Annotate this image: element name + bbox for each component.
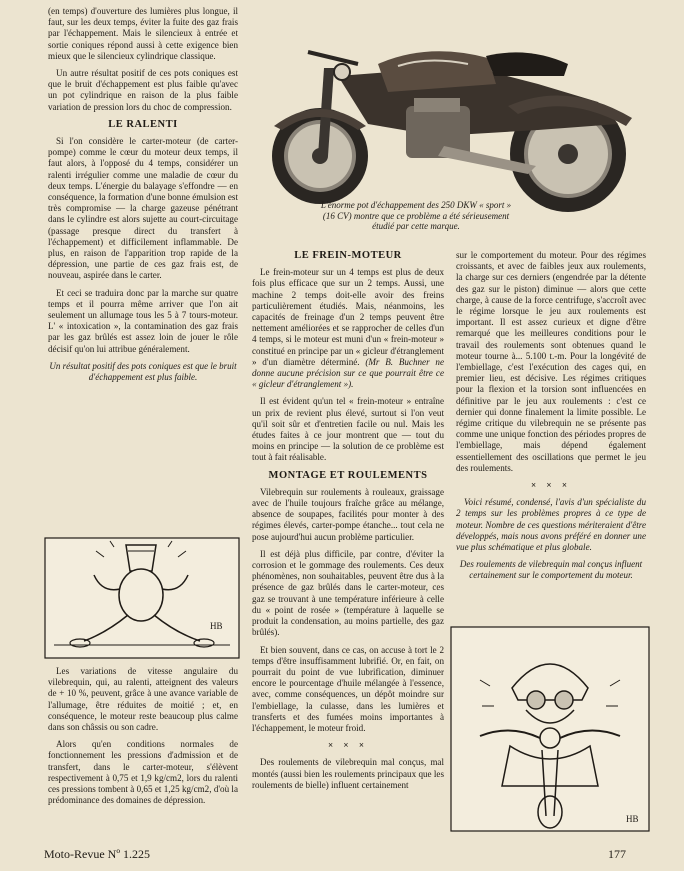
cartoon1-caption: Un résultat positif des pots coniques est que le bruit d'échappement est plus faible. — [49, 360, 237, 382]
motorcycle-photo — [238, 6, 666, 218]
heading-frein-moteur: LE FREIN-MOTEUR — [294, 250, 402, 261]
mid-paragraph-1-italic: (Mr B. Buchner ne donne aucune précision sur ce que pourrait être ce « gicleur d'étranglement »). — [252, 356, 444, 390]
right-separator: × × × — [530, 480, 572, 491]
mid-separator: × × × — [327, 740, 369, 751]
cartoon-illustration-1 — [44, 537, 240, 659]
cartoon-rider — [450, 626, 650, 832]
left-paragraph-4: Et ceci se traduira donc par la marche sur quatre temps et il pourra même arriver que l'on ait seulement un allumage tous les 5 à 7 tours-moteur. L' « intoxication », la contamination des gaz frais par les gaz brûlés est assez loin de jouer le rôle décisif qu'on lui attribue généralement. — [48, 287, 238, 354]
cartoon2-signature: HB — [626, 814, 639, 824]
footer-page-number: 177 — [608, 847, 626, 861]
mid-paragraph-6: Des roulements de vilebrequin mal conçus, mal montés (aussi bien les roulements principaux que les roulements de bielle) influent certainement — [252, 757, 444, 790]
mid-paragraph-4: Il est déjà plus difficile, par contre, d'éviter la corrosion et le gommage des roulements. Ces deux phénomènes, non souhaitables, peuvent être dus à la présence de gaz brûlés dans le carter-moteur, ces gaz se trouvant à une température inférieure à celle du « point de rosée » (température à laquelle se produit la condensation, au moins partielle, des gaz brûlés). — [252, 548, 444, 638]
column-left — [48, 6, 238, 389]
column-right — [456, 250, 646, 587]
left-paragraph-1: (en temps) d'ouverture des lumières plus longue, il faut, sur les deux temps, éviter la fuite des gaz frais par l'échappement. Mais le silencieux à entrée et sortie coniques répond aussi à cette exigence bien mieux que le silencieux cylindrique classique. — [48, 6, 238, 61]
cartoon-illustration-2 — [450, 626, 650, 832]
mid-paragraph-3: Vilebrequin sur roulements à rouleaux, graissage avec de l'huile toujours fraîche grâce au mélange, absence de soupapes, facilités pour monter à des régimes élevés, carter-pompe étanche... tout cela ne pose aujourd'hui aucun problème particulier. — [252, 486, 444, 542]
photo-caption-text: L'énorme pot d'échappement des 250 DKW « sport » (16 CV) montre que ce problème a été sérieusement étudié par cette marque. — [320, 200, 512, 231]
heading-ralenti: LE RALENTI — [108, 118, 178, 130]
left-paragraph-5: Les variations de vitesse angulaire du vilebrequin, qui, au ralenti, atteignent des valeurs de + 10 %, peuvent, grâce à une avance variable de l'allumage, être réduites de moitié ; et, en conséquence, le moteur reste beaucoup plus calme dans son châssis ou son cadre. — [48, 666, 238, 733]
footer-magazine: Moto-Revue Nº 1.225 — [44, 847, 151, 861]
photo-caption — [318, 200, 514, 232]
column-left-lower — [48, 666, 238, 812]
mid-paragraph-1-text: Le frein-moteur sur un 4 temps est plus de deux fois plus efficace que sur un 2 temps. Aussi, une machine 2 temps doit-elle avoir des freins particulièrement étudiés. Mais, néanmoins, les capacités de freinage d'un 2 temps peuvent être nettement améliorées et se rapprocher de celles d'un 4 temps, si le moteur est muni d'un « frein-moteur » constitué en principe par un « gicleur d'étranglement » d'un diamètre déterminé. — [252, 267, 444, 367]
left-paragraph-2: Un autre résultat positif de ces pots coniques est que le bruit d'échappement est plus faible qu'avec un pot cylindrique en raison de la plus faible variation de pression lors du choc de compression. — [48, 68, 238, 112]
right-paragraph-1: sur le comportement du moteur. Pour des régimes croissants, et avec de faibles jeux aux roulements, la charge sur ces derniers (engendrée par la détente des gaz sur le piston) diminue — alors que cette charge, à cause de la force centrifuge, s'accroît avec le régime lorsque le jeu aux roulements est important. Il est assez curieux et digne d'être remarqué que les meilleures conditions pour le travail des roulements sont obtenues quand le moteur tourne à... 5.100 t.-m. Pour la longévité de l'embiellage, c'est l'exécution des cages qui, en premier lieu, est décisive. Les régimes critiques pour la flexion et la torsion sont influencées en définitive par le jeu aux roulements : c'est ce dernier qui donne finalement la limite possible. Le régime critique du vilebrequin ne se présente pas comme une unique fonction des périodes propres de l'embiellage, mais dépend également essentiellement des oscillations que permet le jeu des roulements. — [456, 250, 646, 473]
left-paragraph-6: Alors qu'en conditions normales de fonctionnement les pressions d'admission et de transfert, dans le carter-moteur, s'élèvent respectivement à 0,75 et 1,9 kg/cm2, lors du ralenti ces pressions tombent à 0,65 et 1,25 kg/cm2, d'où la prédominance des domaines de dépression. — [48, 739, 238, 806]
heading-montage-roulements: MONTAGE ET ROULEMENTS — [268, 469, 428, 481]
column-middle — [252, 250, 444, 797]
motorcycle-illustration — [238, 6, 666, 218]
mid-paragraph-5: Et bien souvent, dans ce cas, on accuse à tort le 2 temps d'être insuffisamment lubrifié. Or, en fait, on pourrait du point de vue lubrification, diminuer encore le pourcentage d'huile mélangée à l'essence, avec, comme conséquences, un dépôt moindre sur l'embiellage, la culasse, dans les lumières et transferts et des fumées moins importantes à l'échappement, le moteur froid. — [252, 644, 444, 733]
mid-paragraph-2: Il est évident qu'un tel « frein-moteur » entraîne un prix de revient plus élevé, surtout si l'on veut qu'il soit sûr et d'entretien facile ou nul. Mais les études faites à ce jour montrent que — tout du moins en principe — la solution de ce problème est tout à fait réalisable. — [252, 396, 444, 463]
cartoon2-caption: Des roulements de vilebrequin mal conçus influent certainement sur le comportement du moteur. — [459, 559, 643, 581]
left-paragraph-3: Si l'on considère le carter-moteur (de carter-pompe) comme le cœur du moteur deux temps, il faut alors, à l'opposé du 4 temps, considérer un ralenti irrégulier comme une maladie de cœur du deux temps. L'énergie du balayage s'effondre — en conséquence, la formation d'une bonne émulsion est très compromise — la charge gazeuse pénétrant dans le cylindre est alors sujette au court-circuitage (passage presque direct du transfert à l'échappement) et difficilement inflammable. De plus, en raison de l'apparition trop rapide de la dépression, une partie de ces gaz frais est, de nouveau, aspirée dans le carter. — [48, 136, 238, 281]
mid-paragraph-1 — [252, 267, 444, 390]
cartoon-muffler-man — [44, 537, 240, 659]
cartoon1-signature: HB — [210, 621, 223, 631]
right-paragraph-2: Voici résumé, condensé, l'avis d'un spécialiste du 2 temps sur les problèmes propres à ce type de moteur. Nombre de ces questions mériteraient d'être développés, mais nous avons préféré en donner une vue plus schématique et plus globale. — [456, 497, 646, 553]
